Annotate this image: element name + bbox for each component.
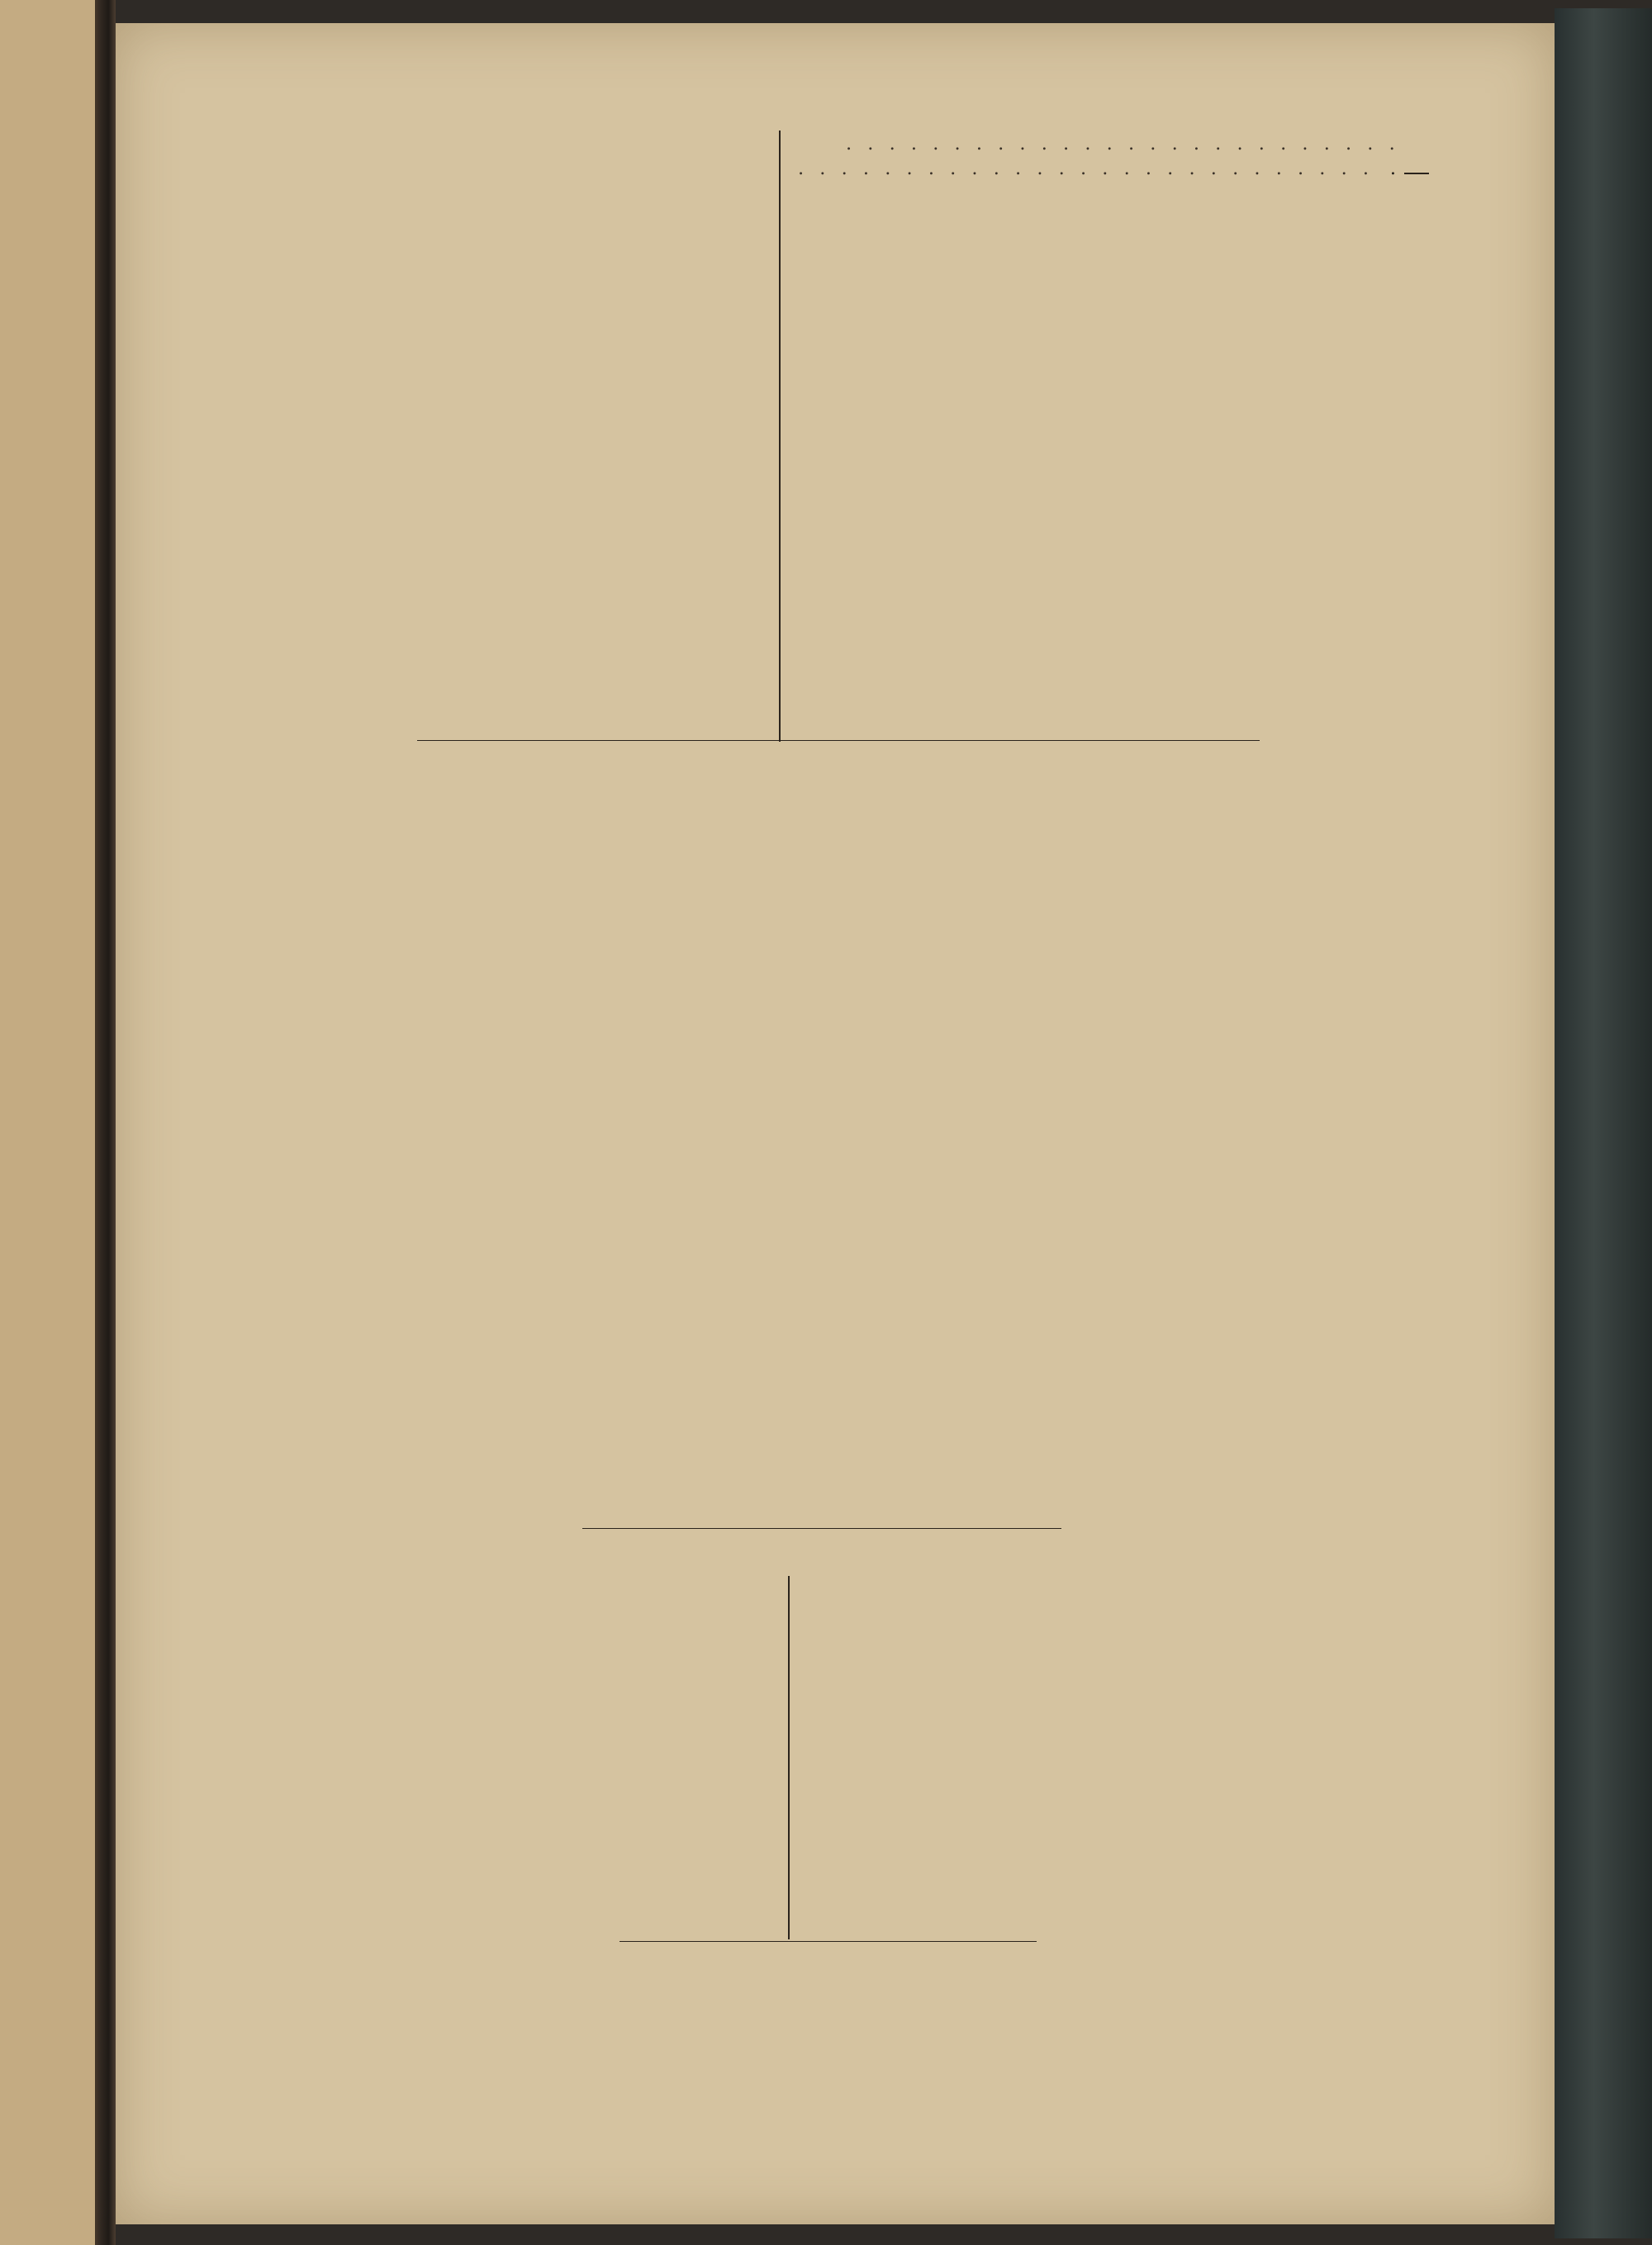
section-rule xyxy=(582,1528,1061,1529)
voranschlag-table xyxy=(116,23,1555,2224)
newspaper-page xyxy=(116,23,1555,2224)
book-spine xyxy=(1555,8,1652,2238)
section-rule xyxy=(620,1941,1037,1942)
previous-page-edge xyxy=(0,0,97,2245)
book-gutter xyxy=(97,0,116,2245)
column-rule xyxy=(788,1576,790,1939)
art-total-row: . . . . xyxy=(793,157,1429,182)
